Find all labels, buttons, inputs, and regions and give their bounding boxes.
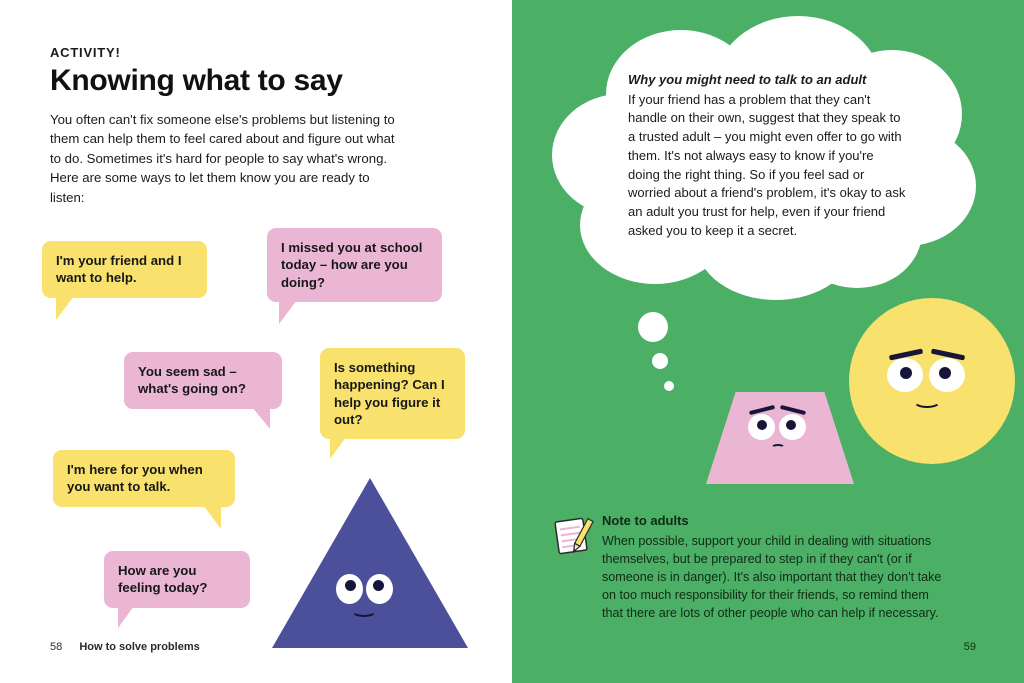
triangle-face <box>334 574 406 626</box>
right-page <box>512 0 1024 683</box>
speech-bubble-5 <box>53 450 235 507</box>
notepad-pencil-icon <box>554 514 596 558</box>
circle-face <box>887 352 979 418</box>
mouth-smile-icon <box>351 604 377 617</box>
pupil-right-icon <box>939 367 951 379</box>
bubble-tail-icon <box>330 437 346 459</box>
folio-left <box>50 641 200 653</box>
speech-bubble-text: You seem sad – what's going on? <box>138 364 246 397</box>
note-to-adults <box>602 512 942 622</box>
speech-bubble-text: Is something happening? Can I help you figure it out? <box>334 360 445 427</box>
pupil-right-icon <box>786 420 796 430</box>
bubble-tail-icon <box>252 407 270 429</box>
thought-cloud <box>536 16 976 316</box>
bubble-tail-icon <box>118 606 134 628</box>
triangle-character <box>272 478 468 648</box>
note-body: When possible, support your child in dealing with situations themselves, but be prepared to step in if they can't (or if someone is in danger). It's also important that they don't take on too much responsibility for their friends, so remind them that there are lots of other people who can help if necessary. <box>602 533 942 621</box>
speech-bubble-2 <box>267 228 442 302</box>
pupil-left-icon <box>900 367 912 379</box>
pupil-right-icon <box>373 580 384 591</box>
running-head: How to solve problems <box>79 641 200 653</box>
bubble-tail-icon <box>279 300 297 324</box>
speech-bubble-6 <box>104 551 250 608</box>
pupil-left-icon <box>345 580 356 591</box>
speech-bubble-text: I'm your friend and I want to help. <box>56 253 182 286</box>
eye-right-icon <box>366 574 393 604</box>
folio-right: 59 <box>963 641 976 653</box>
mouth-smile-icon <box>913 394 941 408</box>
speech-bubble-4 <box>320 348 465 439</box>
note-heading: Note to adults <box>602 513 689 528</box>
eye-left-icon <box>887 358 923 392</box>
eye-left-icon <box>336 574 363 604</box>
page-number: 58 <box>50 641 63 653</box>
speech-bubble-text: I'm here for you when you want to talk. <box>67 462 203 495</box>
page-title: Knowing what to say <box>50 64 343 97</box>
cloud-text-block <box>628 71 908 240</box>
speech-bubble-text: I missed you at school today – how are you doing? <box>281 240 423 290</box>
bubble-tail-icon <box>203 505 221 529</box>
yellow-circle-character <box>849 298 1015 464</box>
bubble-tail-icon <box>56 296 74 320</box>
intro-paragraph: You often can't fix someone else's problems but listening to them can help them to feel cared about and figure out what to do. Sometimes it's hard for people to say what's wrong. Here are some ways to let them know you are ready to listen: <box>50 112 395 205</box>
trapezoid-face <box>748 408 812 458</box>
speech-bubble-1 <box>42 241 207 298</box>
cloud-heading: Why you might need to talk to an adult <box>628 72 867 87</box>
thought-dot-small <box>664 381 674 391</box>
eye-left-icon <box>748 414 775 440</box>
cloud-body: If your friend has a problem that they can't handle on their own, suggest that they speak to a trusted adult – you might even offer to go with them. It's not always easy to know if you're doing the right thing. So if you feel sad or worried about a friend's problem, it's okay to ask an adult you trust for help, even if your friend asked you to keep it a secret. <box>628 91 906 238</box>
speech-bubble-text: How are you feeling today? <box>118 563 208 596</box>
thought-dot-large <box>638 312 668 342</box>
activity-eyebrow: ACTIVITY! <box>50 45 121 60</box>
eye-right-icon <box>779 414 806 440</box>
thought-dot-medium <box>652 353 668 369</box>
pupil-left-icon <box>757 420 767 430</box>
eye-right-icon <box>929 358 965 392</box>
speech-bubble-3 <box>124 352 282 409</box>
mouth-frown-icon <box>771 444 785 451</box>
pink-trapezoid-character <box>706 392 854 484</box>
